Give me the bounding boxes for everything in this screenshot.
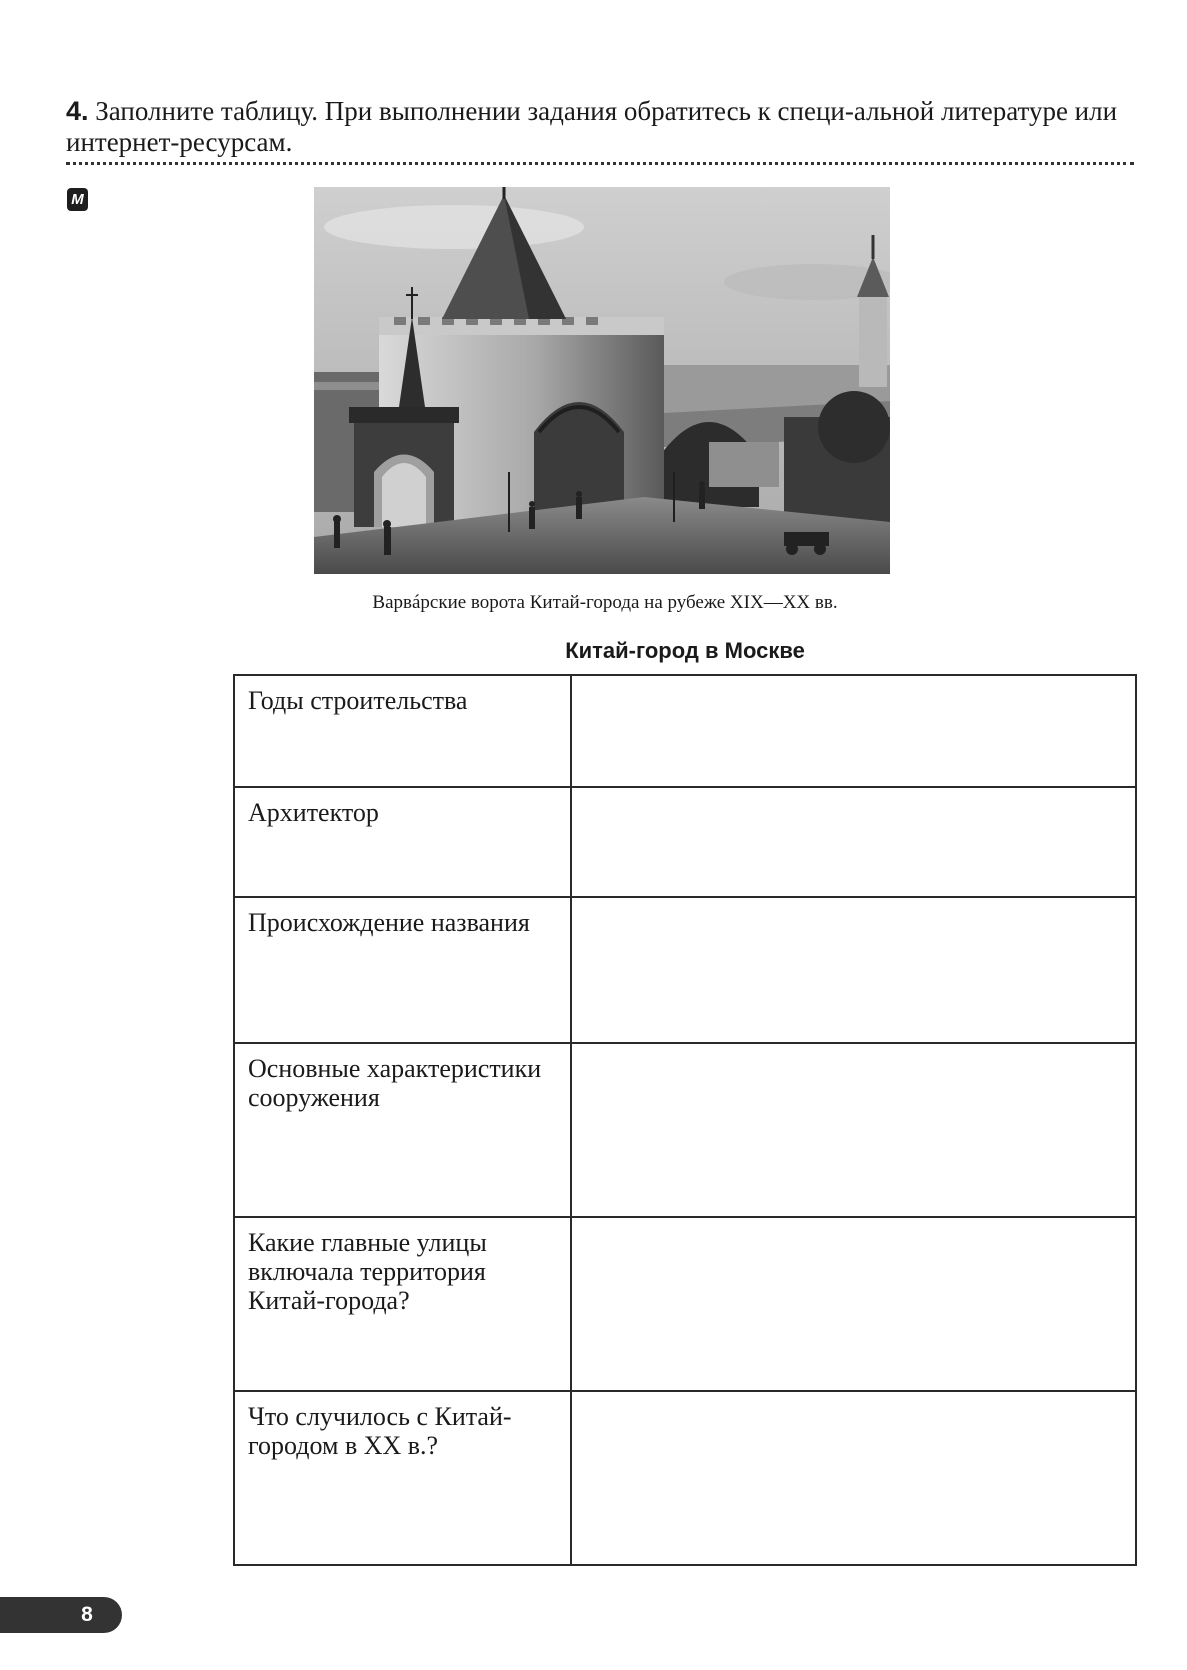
answer-cell-construction-years[interactable] [571,675,1136,787]
answer-cell-20th-century[interactable] [571,1391,1136,1565]
page-number: 8 [81,1603,93,1626]
task-number: 4. [66,96,89,126]
row-label-architect: Архитектор [234,787,571,897]
answer-cell-characteristics[interactable] [571,1043,1136,1217]
task-text: Заполните таблицу. При выполнении задания обратитесь к специ-альной литературе или интернет-ресурсам. [66,96,1118,157]
table-row [234,1217,1136,1391]
row-label-characteristics: Основные характеристики сооружения [234,1043,571,1217]
m-icon: М [67,188,88,211]
table-row [234,787,1136,897]
table-row [234,1043,1136,1217]
row-label-construction-years: Годы строительства [234,675,571,787]
table-row [234,675,1136,787]
row-label-name-origin: Происхождение названия [234,897,571,1043]
figure-caption: Варвáрские ворота Китай-города на рубеже XIX—XX вв. [372,592,838,613]
table-row [234,1391,1136,1565]
row-label-main-streets: Какие главные улицы включала территория Китай-города? [234,1217,571,1391]
worksheet-table [233,674,1137,1566]
dotted-divider [66,162,1134,165]
answer-cell-main-streets[interactable] [571,1217,1136,1391]
answer-cell-architect[interactable] [571,787,1136,897]
varvarskie-gate-photo [314,187,890,574]
table-title: Китай-город в Москве [565,638,805,663]
answer-cell-name-origin[interactable] [571,897,1136,1043]
task-statement [66,96,1126,158]
table-row [234,897,1136,1043]
row-label-20th-century: Что случилось с Китай-городом в XX в.? [234,1391,571,1565]
